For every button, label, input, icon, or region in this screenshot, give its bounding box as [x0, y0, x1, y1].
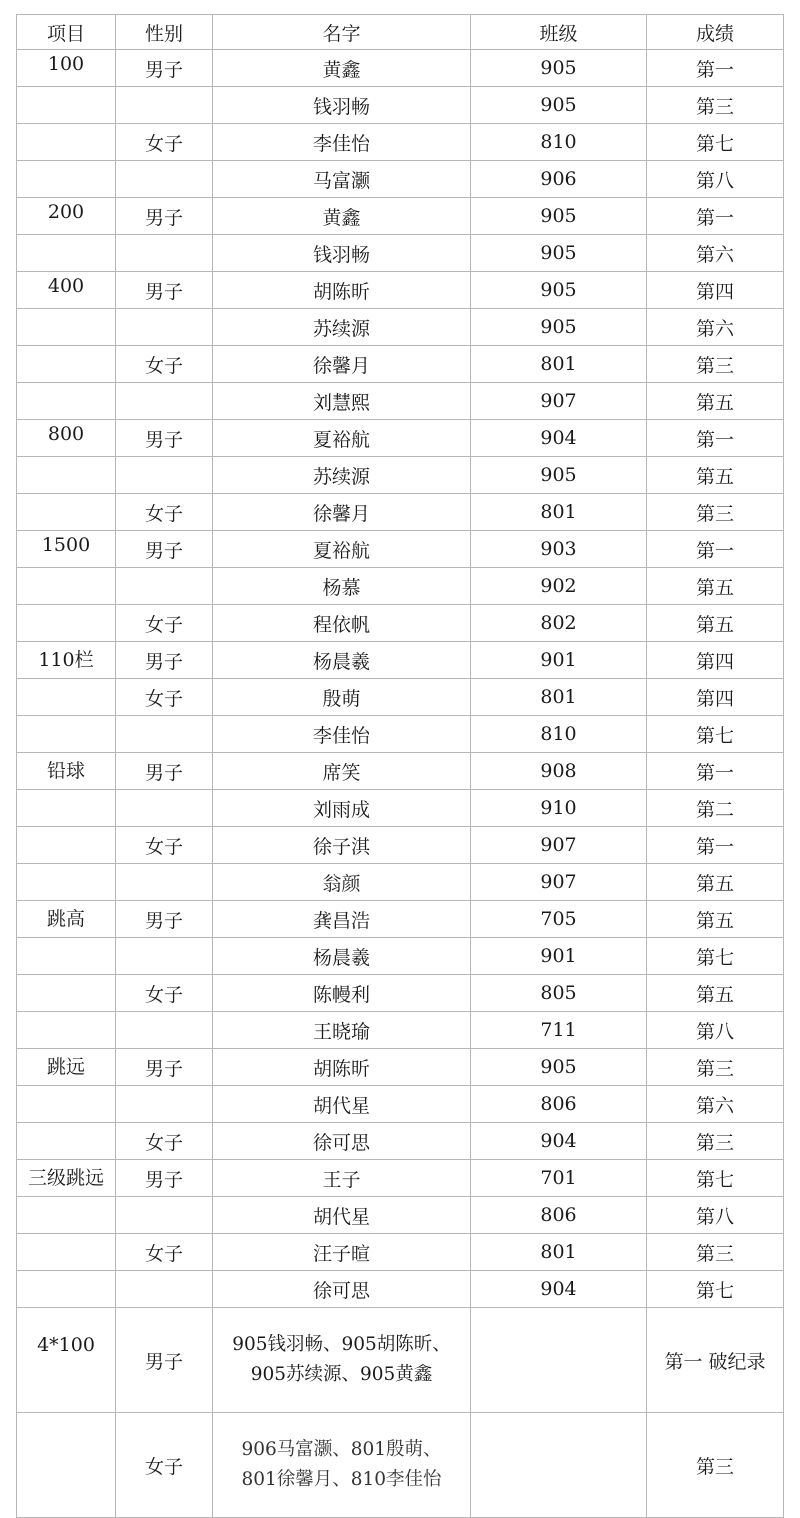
cell-result: 第一 — [647, 827, 784, 864]
cell-event: 跳高 — [17, 901, 116, 938]
cell-gender: 男子 — [116, 50, 213, 87]
relay-name-line: 801徐馨月、810李佳怡 — [241, 1469, 442, 1490]
cell-relay-names — [213, 1308, 471, 1413]
cell-result: 第五 — [647, 457, 784, 494]
cell-result: 第六 — [647, 1086, 784, 1123]
cell-event — [17, 235, 116, 272]
cell-name: 胡陈昕 — [213, 272, 471, 309]
cell-gender — [116, 1197, 213, 1234]
cell-class: 904 — [471, 1123, 647, 1160]
table-body — [17, 50, 784, 1518]
header-event: 项目 — [17, 15, 116, 50]
cell-class: 905 — [471, 457, 647, 494]
cell-result: 第四 — [647, 272, 784, 309]
cell-class: 801 — [471, 346, 647, 383]
header-class: 班级 — [471, 15, 647, 50]
cell-class: 907 — [471, 827, 647, 864]
cell-event — [17, 1197, 116, 1234]
table-row — [17, 568, 784, 605]
cell-gender — [116, 383, 213, 420]
cell-name: 夏裕航 — [213, 420, 471, 457]
table-row — [17, 1012, 784, 1049]
cell-result: 第三 — [647, 1413, 784, 1518]
cell-name: 黄鑫 — [213, 50, 471, 87]
table-row — [17, 309, 784, 346]
cell-gender: 女子 — [116, 494, 213, 531]
table-row — [17, 531, 784, 568]
cell-name: 杨慕 — [213, 568, 471, 605]
cell-gender — [116, 161, 213, 198]
cell-name: 刘慧熙 — [213, 383, 471, 420]
table-row — [17, 383, 784, 420]
cell-gender — [116, 938, 213, 975]
cell-result: 第四 — [647, 642, 784, 679]
cell-result: 第五 — [647, 383, 784, 420]
cell-gender — [116, 716, 213, 753]
cell-gender — [116, 864, 213, 901]
table-row — [17, 790, 784, 827]
cell-result: 第一 — [647, 50, 784, 87]
cell-event: 跳远 — [17, 1049, 116, 1086]
cell-gender — [116, 1271, 213, 1308]
table-row — [17, 975, 784, 1012]
cell-result: 第七 — [647, 1271, 784, 1308]
cell-result: 第七 — [647, 938, 784, 975]
header-name: 名字 — [213, 15, 471, 50]
cell-event — [17, 1086, 116, 1123]
cell-event: 铅球 — [17, 753, 116, 790]
table-row — [17, 346, 784, 383]
cell-event — [17, 975, 116, 1012]
table-row — [17, 753, 784, 790]
table-row — [17, 1049, 784, 1086]
cell-name: 徐可思 — [213, 1123, 471, 1160]
cell-event — [17, 494, 116, 531]
table-row — [17, 827, 784, 864]
cell-class: 904 — [471, 420, 647, 457]
cell-result: 第六 — [647, 235, 784, 272]
cell-event — [17, 1012, 116, 1049]
cell-result: 第一 破纪录 — [647, 1308, 784, 1413]
table-row — [17, 679, 784, 716]
table-row — [17, 494, 784, 531]
cell-class: 906 — [471, 161, 647, 198]
table-row — [17, 50, 784, 87]
cell-name: 夏裕航 — [213, 531, 471, 568]
cell-gender: 男子 — [116, 753, 213, 790]
cell-gender: 女子 — [116, 679, 213, 716]
cell-name: 徐子淇 — [213, 827, 471, 864]
cell-class: 711 — [471, 1012, 647, 1049]
cell-name: 汪子暄 — [213, 1234, 471, 1271]
cell-class: 905 — [471, 235, 647, 272]
table-row — [17, 1086, 784, 1123]
cell-result: 第八 — [647, 1197, 784, 1234]
cell-name: 王子 — [213, 1160, 471, 1197]
cell-name: 席笑 — [213, 753, 471, 790]
cell-name: 翁颜 — [213, 864, 471, 901]
cell-result: 第八 — [647, 1012, 784, 1049]
cell-gender: 女子 — [116, 975, 213, 1012]
table-row — [17, 716, 784, 753]
cell-name: 李佳怡 — [213, 124, 471, 161]
cell-name: 胡陈昕 — [213, 1049, 471, 1086]
cell-event — [17, 309, 116, 346]
table-row — [17, 1271, 784, 1308]
cell-event — [17, 457, 116, 494]
cell-class: 810 — [471, 716, 647, 753]
cell-result: 第一 — [647, 198, 784, 235]
results-table — [16, 14, 784, 1518]
cell-class: 905 — [471, 1049, 647, 1086]
cell-name: 徐可思 — [213, 1271, 471, 1308]
cell-class: 910 — [471, 790, 647, 827]
cell-gender: 女子 — [116, 346, 213, 383]
cell-event — [17, 346, 116, 383]
cell-event — [17, 383, 116, 420]
cell-event — [17, 827, 116, 864]
cell-class — [471, 1308, 647, 1413]
relay-row — [17, 1308, 784, 1413]
table-row — [17, 420, 784, 457]
cell-result: 第一 — [647, 753, 784, 790]
table-row — [17, 272, 784, 309]
cell-class: 903 — [471, 531, 647, 568]
cell-event: 800 — [17, 420, 116, 457]
cell-result: 第三 — [647, 87, 784, 124]
cell-name: 陈幔利 — [213, 975, 471, 1012]
cell-event — [17, 124, 116, 161]
cell-gender: 男子 — [116, 420, 213, 457]
cell-result: 第七 — [647, 716, 784, 753]
cell-result: 第一 — [647, 420, 784, 457]
cell-event — [17, 938, 116, 975]
table-row — [17, 161, 784, 198]
cell-name: 王晓瑜 — [213, 1012, 471, 1049]
cell-event — [17, 679, 116, 716]
cell-event: 1500 — [17, 531, 116, 568]
cell-result: 第五 — [647, 605, 784, 642]
relay-row — [17, 1413, 784, 1518]
cell-gender: 男子 — [116, 642, 213, 679]
cell-result: 第七 — [647, 1160, 784, 1197]
cell-name: 钱羽畅 — [213, 87, 471, 124]
cell-event: 4*100 — [17, 1308, 116, 1413]
cell-gender — [116, 235, 213, 272]
results-table-container — [16, 14, 783, 1518]
cell-result: 第五 — [647, 901, 784, 938]
relay-name-line: 906马富灏、801殷萌、 — [241, 1439, 442, 1460]
table-row — [17, 901, 784, 938]
cell-class: 801 — [471, 1234, 647, 1271]
cell-result: 第一 — [647, 531, 784, 568]
cell-event — [17, 605, 116, 642]
cell-gender: 男子 — [116, 198, 213, 235]
cell-event — [17, 87, 116, 124]
cell-gender: 女子 — [116, 827, 213, 864]
cell-gender — [116, 309, 213, 346]
cell-class: 901 — [471, 938, 647, 975]
cell-class: 908 — [471, 753, 647, 790]
cell-name: 胡代星 — [213, 1086, 471, 1123]
cell-gender: 男子 — [116, 901, 213, 938]
header-gender: 性别 — [116, 15, 213, 50]
cell-result: 第三 — [647, 1123, 784, 1160]
cell-class: 806 — [471, 1197, 647, 1234]
cell-name: 杨晨羲 — [213, 938, 471, 975]
cell-event: 400 — [17, 272, 116, 309]
cell-gender: 女子 — [116, 605, 213, 642]
relay-name-line: 905钱羽畅、905胡陈昕、 — [232, 1334, 451, 1355]
table-row — [17, 1234, 784, 1271]
cell-class: 802 — [471, 605, 647, 642]
cell-gender: 男子 — [116, 272, 213, 309]
cell-name: 杨晨羲 — [213, 642, 471, 679]
cell-event — [17, 864, 116, 901]
cell-class: 805 — [471, 975, 647, 1012]
table-row — [17, 864, 784, 901]
cell-result: 第八 — [647, 161, 784, 198]
cell-name: 黄鑫 — [213, 198, 471, 235]
cell-gender: 女子 — [116, 1413, 213, 1518]
cell-name: 徐馨月 — [213, 346, 471, 383]
cell-result: 第四 — [647, 679, 784, 716]
cell-class: 905 — [471, 198, 647, 235]
cell-event — [17, 1234, 116, 1271]
cell-gender — [116, 790, 213, 827]
cell-result: 第三 — [647, 1234, 784, 1271]
cell-name: 苏续源 — [213, 309, 471, 346]
cell-class: 701 — [471, 1160, 647, 1197]
cell-gender: 女子 — [116, 1234, 213, 1271]
cell-class: 902 — [471, 568, 647, 605]
cell-event — [17, 1271, 116, 1308]
cell-name: 马富灏 — [213, 161, 471, 198]
cell-class: 905 — [471, 272, 647, 309]
table-row — [17, 938, 784, 975]
table-row — [17, 87, 784, 124]
cell-gender — [116, 1012, 213, 1049]
table-row — [17, 1123, 784, 1160]
cell-gender: 男子 — [116, 1160, 213, 1197]
cell-class: 705 — [471, 901, 647, 938]
cell-gender — [116, 568, 213, 605]
cell-result: 第三 — [647, 346, 784, 383]
cell-gender: 女子 — [116, 124, 213, 161]
cell-name: 苏续源 — [213, 457, 471, 494]
cell-name: 殷萌 — [213, 679, 471, 716]
cell-gender: 女子 — [116, 1123, 213, 1160]
cell-gender: 男子 — [116, 1049, 213, 1086]
cell-class: 905 — [471, 87, 647, 124]
cell-class: 905 — [471, 50, 647, 87]
cell-class: 905 — [471, 309, 647, 346]
table-row — [17, 1197, 784, 1234]
cell-result: 第五 — [647, 975, 784, 1012]
cell-name: 刘雨成 — [213, 790, 471, 827]
cell-class: 810 — [471, 124, 647, 161]
table-row — [17, 235, 784, 272]
cell-name: 程依帆 — [213, 605, 471, 642]
cell-relay-names — [213, 1413, 471, 1518]
cell-class: 806 — [471, 1086, 647, 1123]
cell-class: 801 — [471, 679, 647, 716]
cell-class: 907 — [471, 864, 647, 901]
table-row — [17, 642, 784, 679]
cell-gender: 男子 — [116, 1308, 213, 1413]
cell-name: 胡代星 — [213, 1197, 471, 1234]
table-row — [17, 1160, 784, 1197]
table-row — [17, 124, 784, 161]
table-row — [17, 457, 784, 494]
cell-event: 100 — [17, 50, 116, 87]
cell-name: 李佳怡 — [213, 716, 471, 753]
cell-class: 801 — [471, 494, 647, 531]
cell-name: 龚昌浩 — [213, 901, 471, 938]
cell-gender — [116, 1086, 213, 1123]
cell-result: 第五 — [647, 568, 784, 605]
cell-event: 200 — [17, 198, 116, 235]
cell-event: 110栏 — [17, 642, 116, 679]
cell-result: 第六 — [647, 309, 784, 346]
header-result: 成绩 — [647, 15, 784, 50]
cell-gender: 男子 — [116, 531, 213, 568]
table-row — [17, 605, 784, 642]
cell-class: 907 — [471, 383, 647, 420]
cell-result: 第三 — [647, 494, 784, 531]
cell-result: 第三 — [647, 1049, 784, 1086]
cell-event — [17, 1123, 116, 1160]
cell-result: 第二 — [647, 790, 784, 827]
cell-gender — [116, 87, 213, 124]
cell-class: 904 — [471, 1271, 647, 1308]
table-row — [17, 198, 784, 235]
cell-event — [17, 790, 116, 827]
cell-gender — [116, 457, 213, 494]
cell-event — [17, 568, 116, 605]
cell-name: 徐馨月 — [213, 494, 471, 531]
relay-name-line: 905苏续源、905黄鑫 — [250, 1364, 433, 1385]
cell-name: 钱羽畅 — [213, 235, 471, 272]
cell-event: 三级跳远 — [17, 1160, 116, 1197]
cell-event — [17, 1413, 116, 1518]
table-header-row — [17, 15, 784, 50]
cell-event — [17, 716, 116, 753]
cell-event — [17, 161, 116, 198]
cell-result: 第五 — [647, 864, 784, 901]
cell-class: 901 — [471, 642, 647, 679]
cell-result: 第七 — [647, 124, 784, 161]
cell-class — [471, 1413, 647, 1518]
